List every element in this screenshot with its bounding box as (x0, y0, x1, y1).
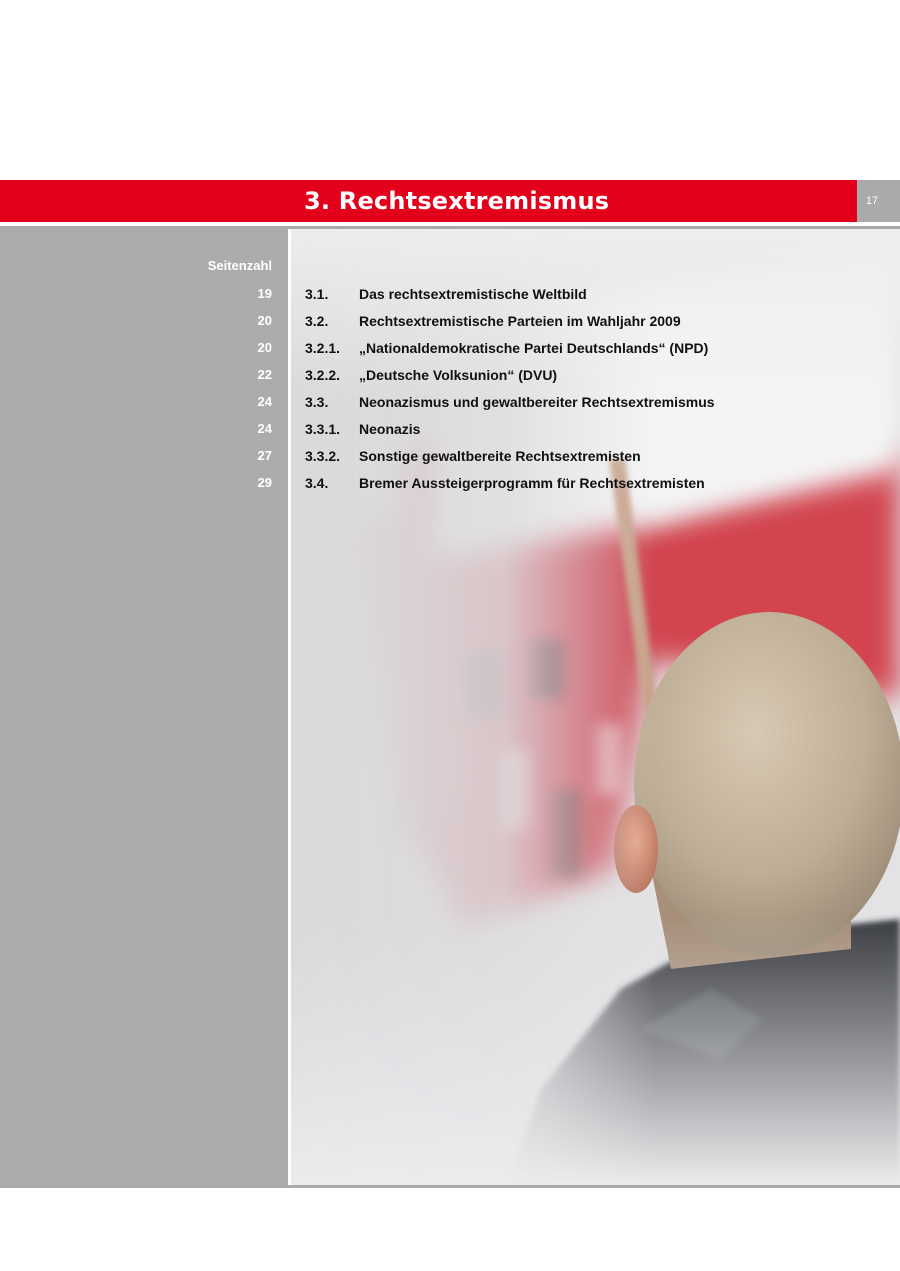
toc-entry[interactable] (305, 284, 885, 311)
toc-entry-title: „Deutsche Volksunion“ (DVU) (359, 367, 558, 383)
toc-entry[interactable] (305, 311, 885, 338)
toc-page-number: 19 (257, 286, 272, 301)
toc-entry-number: 3.4. (305, 475, 329, 491)
toc-entry-number: 3.2.2. (305, 367, 341, 383)
toc-page-number: 29 (257, 475, 272, 490)
toc-entry-number: 3.2.1. (305, 340, 341, 356)
toc-page-number: 27 (257, 448, 272, 463)
toc-entry[interactable] (305, 473, 885, 500)
toc-entry[interactable] (305, 446, 885, 473)
toc-page-number: 20 (257, 313, 272, 328)
toc-entry-title: Bremer Aussteigerprogramm für Rechtsextremisten (359, 475, 705, 491)
table-of-contents (305, 284, 885, 500)
toc-entry-number: 3.3. (305, 394, 329, 410)
toc-page-numbers (0, 284, 272, 500)
toc-entry-title: Rechtsextremistische Parteien im Wahljahr 2009 (359, 313, 681, 329)
bottom-rule (0, 1185, 900, 1188)
page-column-label: Seitenzahl (207, 258, 272, 273)
page-number-box (857, 180, 900, 222)
toc-entry-title: Sonstige gewaltbereite Rechtsextremisten (359, 448, 641, 464)
toc-entry[interactable] (305, 365, 885, 392)
toc-entry[interactable] (305, 392, 885, 419)
toc-page-number: 24 (257, 394, 272, 409)
toc-page-number: 22 (257, 367, 272, 382)
toc-entry-number: 3.3.1. (305, 421, 341, 437)
toc-entry[interactable] (305, 338, 885, 365)
toc-entry-title: Das rechtsextremistische Weltbild (359, 286, 587, 302)
toc-entry-title: „Nationaldemokratische Partei Deutschlands“ (NPD) (359, 340, 709, 356)
toc-page-number: 24 (257, 421, 272, 436)
toc-entry-title: Neonazis (359, 421, 421, 437)
toc-entry-number: 3.1. (305, 286, 329, 302)
toc-entry-number: 3.3.2. (305, 448, 341, 464)
page-number: 17 (865, 195, 879, 207)
toc-entry-title: Neonazismus und gewaltbereiter Rechtsextremismus (359, 394, 715, 410)
toc-page-number: 20 (257, 340, 272, 355)
chapter-title: 3. Rechtsextremismus (304, 187, 610, 215)
toc-entry-number: 3.2. (305, 313, 329, 329)
toc-entry[interactable] (305, 419, 885, 446)
